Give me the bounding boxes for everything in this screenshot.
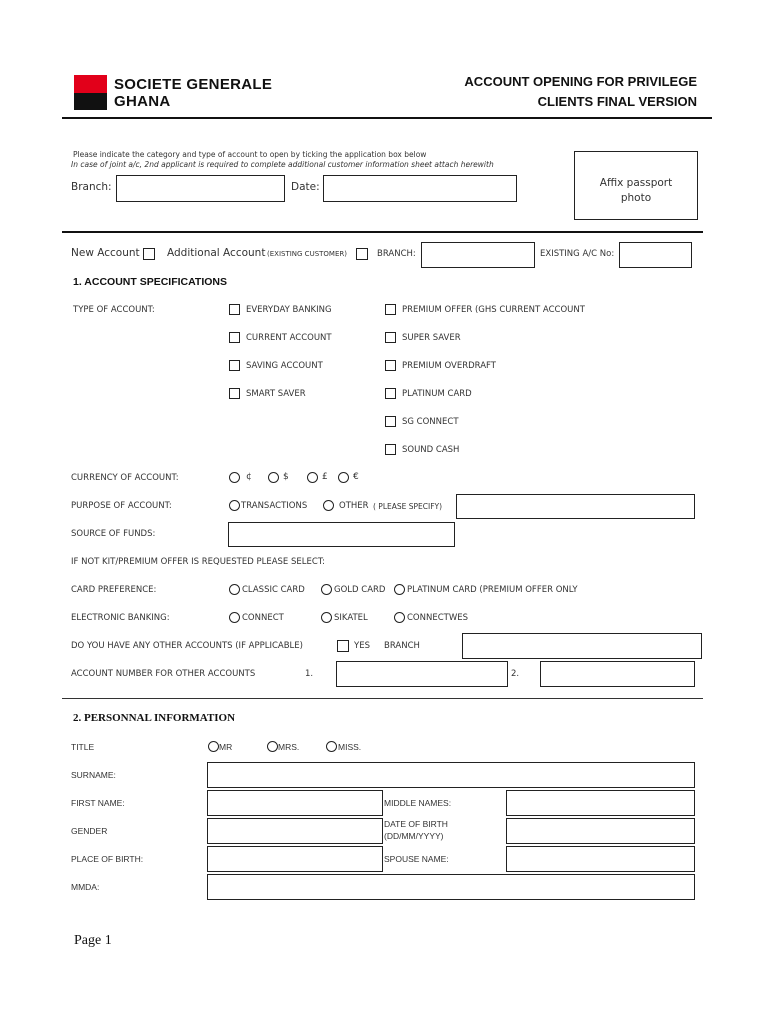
mmda-label: MMDA: — [71, 882, 100, 892]
premium-overdraft-checkbox[interactable] — [385, 360, 396, 371]
spouse-name-input[interactable] — [506, 846, 695, 872]
smart-saver-label: SMART SAVER — [246, 389, 306, 399]
ebank-connect-radio[interactable] — [229, 612, 240, 623]
logo-sub: GHANA — [114, 93, 171, 110]
currency-pound-radio[interactable] — [307, 472, 318, 483]
other-accounts-yes-checkbox[interactable] — [337, 640, 349, 652]
currency-euro-label: € — [353, 472, 359, 482]
sound-cash-checkbox[interactable] — [385, 444, 396, 455]
title-miss-label: MISS. — [338, 742, 362, 752]
intro-line2: In case of joint a/c, 2nd applicant is required to complete additional customer information sheet attach herewith — [71, 160, 494, 169]
currency-label: CURRENCY OF ACCOUNT: — [71, 473, 179, 483]
existing-customer-label: (EXISTING CUSTOMER) — [267, 250, 347, 258]
doc-title-line2: CLIENTS FINAL VERSION — [537, 94, 697, 109]
premium-offer-label: PREMIUM OFFER (GHS CURRENT ACCOUNT — [402, 305, 585, 315]
card-classic-radio[interactable] — [229, 584, 240, 595]
section1-rule — [62, 698, 703, 699]
purpose-transactions-radio[interactable] — [229, 500, 240, 511]
super-saver-checkbox[interactable] — [385, 332, 396, 343]
saving-account-checkbox[interactable] — [229, 360, 240, 371]
new-account-checkbox[interactable] — [143, 248, 155, 260]
ebank-sikatel-label: SIKATEL — [334, 613, 368, 623]
spouse-name-label: SPOUSE NAME: — [384, 854, 449, 864]
sg-connect-checkbox[interactable] — [385, 416, 396, 427]
premium-overdraft-label: PREMIUM OVERDRAFT — [402, 361, 496, 371]
currency-dollar-radio[interactable] — [268, 472, 279, 483]
smart-saver-checkbox[interactable] — [229, 388, 240, 399]
source-of-funds-label: SOURCE OF FUNDS: — [71, 529, 156, 539]
type-of-account-label: TYPE OF ACCOUNT: — [73, 305, 155, 315]
other-accounts-branch-input[interactable] — [462, 633, 702, 659]
account-number-1-label: 1. — [305, 669, 314, 679]
logo — [74, 75, 107, 110]
surname-label: SURNAME: — [71, 770, 116, 780]
premium-offer-checkbox[interactable] — [385, 304, 396, 315]
date-label: Date: — [291, 181, 320, 193]
platinum-card-label: PLATINUM CARD — [402, 389, 472, 399]
place-of-birth-input[interactable] — [207, 846, 383, 872]
card-platinum-label: PLATINUM CARD (PREMIUM OFFER ONLY — [407, 585, 578, 595]
dob-input[interactable] — [506, 818, 695, 844]
kit-note: IF NOT KIT/PREMIUM OFFER IS REQUESTED PLEASE SELECT: — [71, 557, 325, 567]
logo-name: SOCIETE GENERALE — [114, 76, 273, 93]
purpose-other-radio[interactable] — [323, 500, 334, 511]
gender-label: GENDER — [71, 826, 108, 836]
current-account-label: CURRENT ACCOUNT — [246, 333, 332, 343]
branch-input-2[interactable] — [421, 242, 535, 268]
date-input[interactable] — [323, 175, 517, 202]
current-account-checkbox[interactable] — [229, 332, 240, 343]
additional-account-checkbox[interactable] — [356, 248, 368, 260]
first-name-input[interactable] — [207, 790, 383, 816]
card-gold-radio[interactable] — [321, 584, 332, 595]
doc-title-line1: ACCOUNT OPENING FOR PRIVILEGE — [464, 74, 697, 89]
middle-names-label: MIDDLE NAMES: — [384, 798, 452, 808]
card-preference-label: CARD PREFERENCE: — [71, 585, 157, 595]
title-mrs-radio[interactable] — [267, 741, 278, 752]
sg-connect-label: SG CONNECT — [402, 417, 459, 427]
title-mr-radio[interactable] — [208, 741, 219, 752]
title-mrs-label: MRS. — [278, 742, 300, 752]
purpose-specify-input[interactable] — [456, 494, 695, 519]
everyday-banking-checkbox[interactable] — [229, 304, 240, 315]
card-gold-label: GOLD CARD — [334, 585, 386, 595]
purpose-other-label: OTHER — [339, 501, 369, 511]
first-name-label: FIRST NAME: — [71, 798, 125, 808]
card-platinum-radio[interactable] — [394, 584, 405, 595]
saving-account-label: SAVING ACCOUNT — [246, 361, 323, 371]
title-label: TITLE — [71, 742, 95, 752]
currency-dollar-label: $ — [283, 472, 289, 482]
account-number-2-input[interactable] — [540, 661, 695, 687]
other-accounts-label: DO YOU HAVE ANY OTHER ACCOUNTS (IF APPLICABLE) — [71, 641, 303, 651]
branch-label-2: BRANCH: — [377, 249, 416, 259]
currency-euro-radio[interactable] — [338, 472, 349, 483]
title-mr-label: MR — [219, 742, 233, 752]
additional-account-label: Additional Account — [167, 247, 266, 259]
everyday-banking-label: EVERYDAY BANKING — [246, 305, 332, 315]
currency-cedi-label: ¢ — [246, 472, 252, 482]
existing-ac-input[interactable] — [619, 242, 692, 268]
card-classic-label: CLASSIC CARD — [242, 585, 305, 595]
ebank-sikatel-radio[interactable] — [321, 612, 332, 623]
purpose-transactions-label: TRANSACTIONS — [241, 501, 308, 511]
platinum-card-checkbox[interactable] — [385, 388, 396, 399]
place-of-birth-label: PLACE OF BIRTH: — [71, 854, 144, 864]
currency-pound-label: £ — [322, 472, 328, 482]
purpose-specify-label: ( PLEASE SPECIFY) — [373, 502, 443, 511]
surname-input[interactable] — [207, 762, 695, 788]
passport-photo-text: Affix passport photo — [599, 177, 673, 204]
account-number-2-label: 2. — [511, 669, 520, 679]
logo-red-block — [74, 75, 107, 93]
middle-names-input[interactable] — [506, 790, 695, 816]
source-of-funds-input[interactable] — [228, 522, 455, 547]
super-saver-label: SUPER SAVER — [402, 333, 461, 343]
section2-title: 2. PERSONNAL INFORMATION — [73, 712, 236, 724]
header-rule — [62, 117, 712, 119]
other-accounts-yes-label: YES — [354, 641, 370, 651]
existing-ac-label: EXISTING A/C No: — [540, 249, 615, 259]
intro-rule — [62, 231, 703, 233]
other-accounts-branch-label: BRANCH — [384, 641, 420, 651]
dob-label: DATE OF BIRTH — [384, 819, 448, 829]
account-number-1-input[interactable] — [336, 661, 508, 687]
passport-photo-box — [574, 151, 698, 220]
ebank-connectwes-label: CONNECTWES — [407, 613, 469, 623]
purpose-label: PURPOSE OF ACCOUNT: — [71, 501, 172, 511]
gender-input[interactable] — [207, 818, 383, 844]
ebank-connect-label: CONNECT — [242, 613, 284, 623]
ebanking-label: ELECTRONIC BANKING: — [71, 613, 170, 623]
section1-title: 1. ACCOUNT SPECIFICATIONS — [73, 276, 228, 288]
branch-label: Branch: — [71, 181, 112, 193]
account-number-label: ACCOUNT NUMBER FOR OTHER ACCOUNTS — [71, 669, 256, 679]
title-miss-radio[interactable] — [326, 741, 337, 752]
new-account-label: New Account — [71, 247, 140, 259]
sound-cash-label: SOUND CASH — [402, 445, 460, 455]
dob-format-label: (DD/MM/YYYY) — [384, 831, 444, 841]
branch-input[interactable] — [116, 175, 285, 202]
logo-black-block — [74, 93, 107, 110]
mmda-input[interactable] — [207, 874, 695, 900]
currency-cedi-radio[interactable] — [229, 472, 240, 483]
intro-line1: Please indicate the category and type of account to open by ticking the application box below — [73, 150, 427, 159]
ebank-connectwes-radio[interactable] — [394, 612, 405, 623]
page-number: Page 1 — [74, 933, 112, 948]
